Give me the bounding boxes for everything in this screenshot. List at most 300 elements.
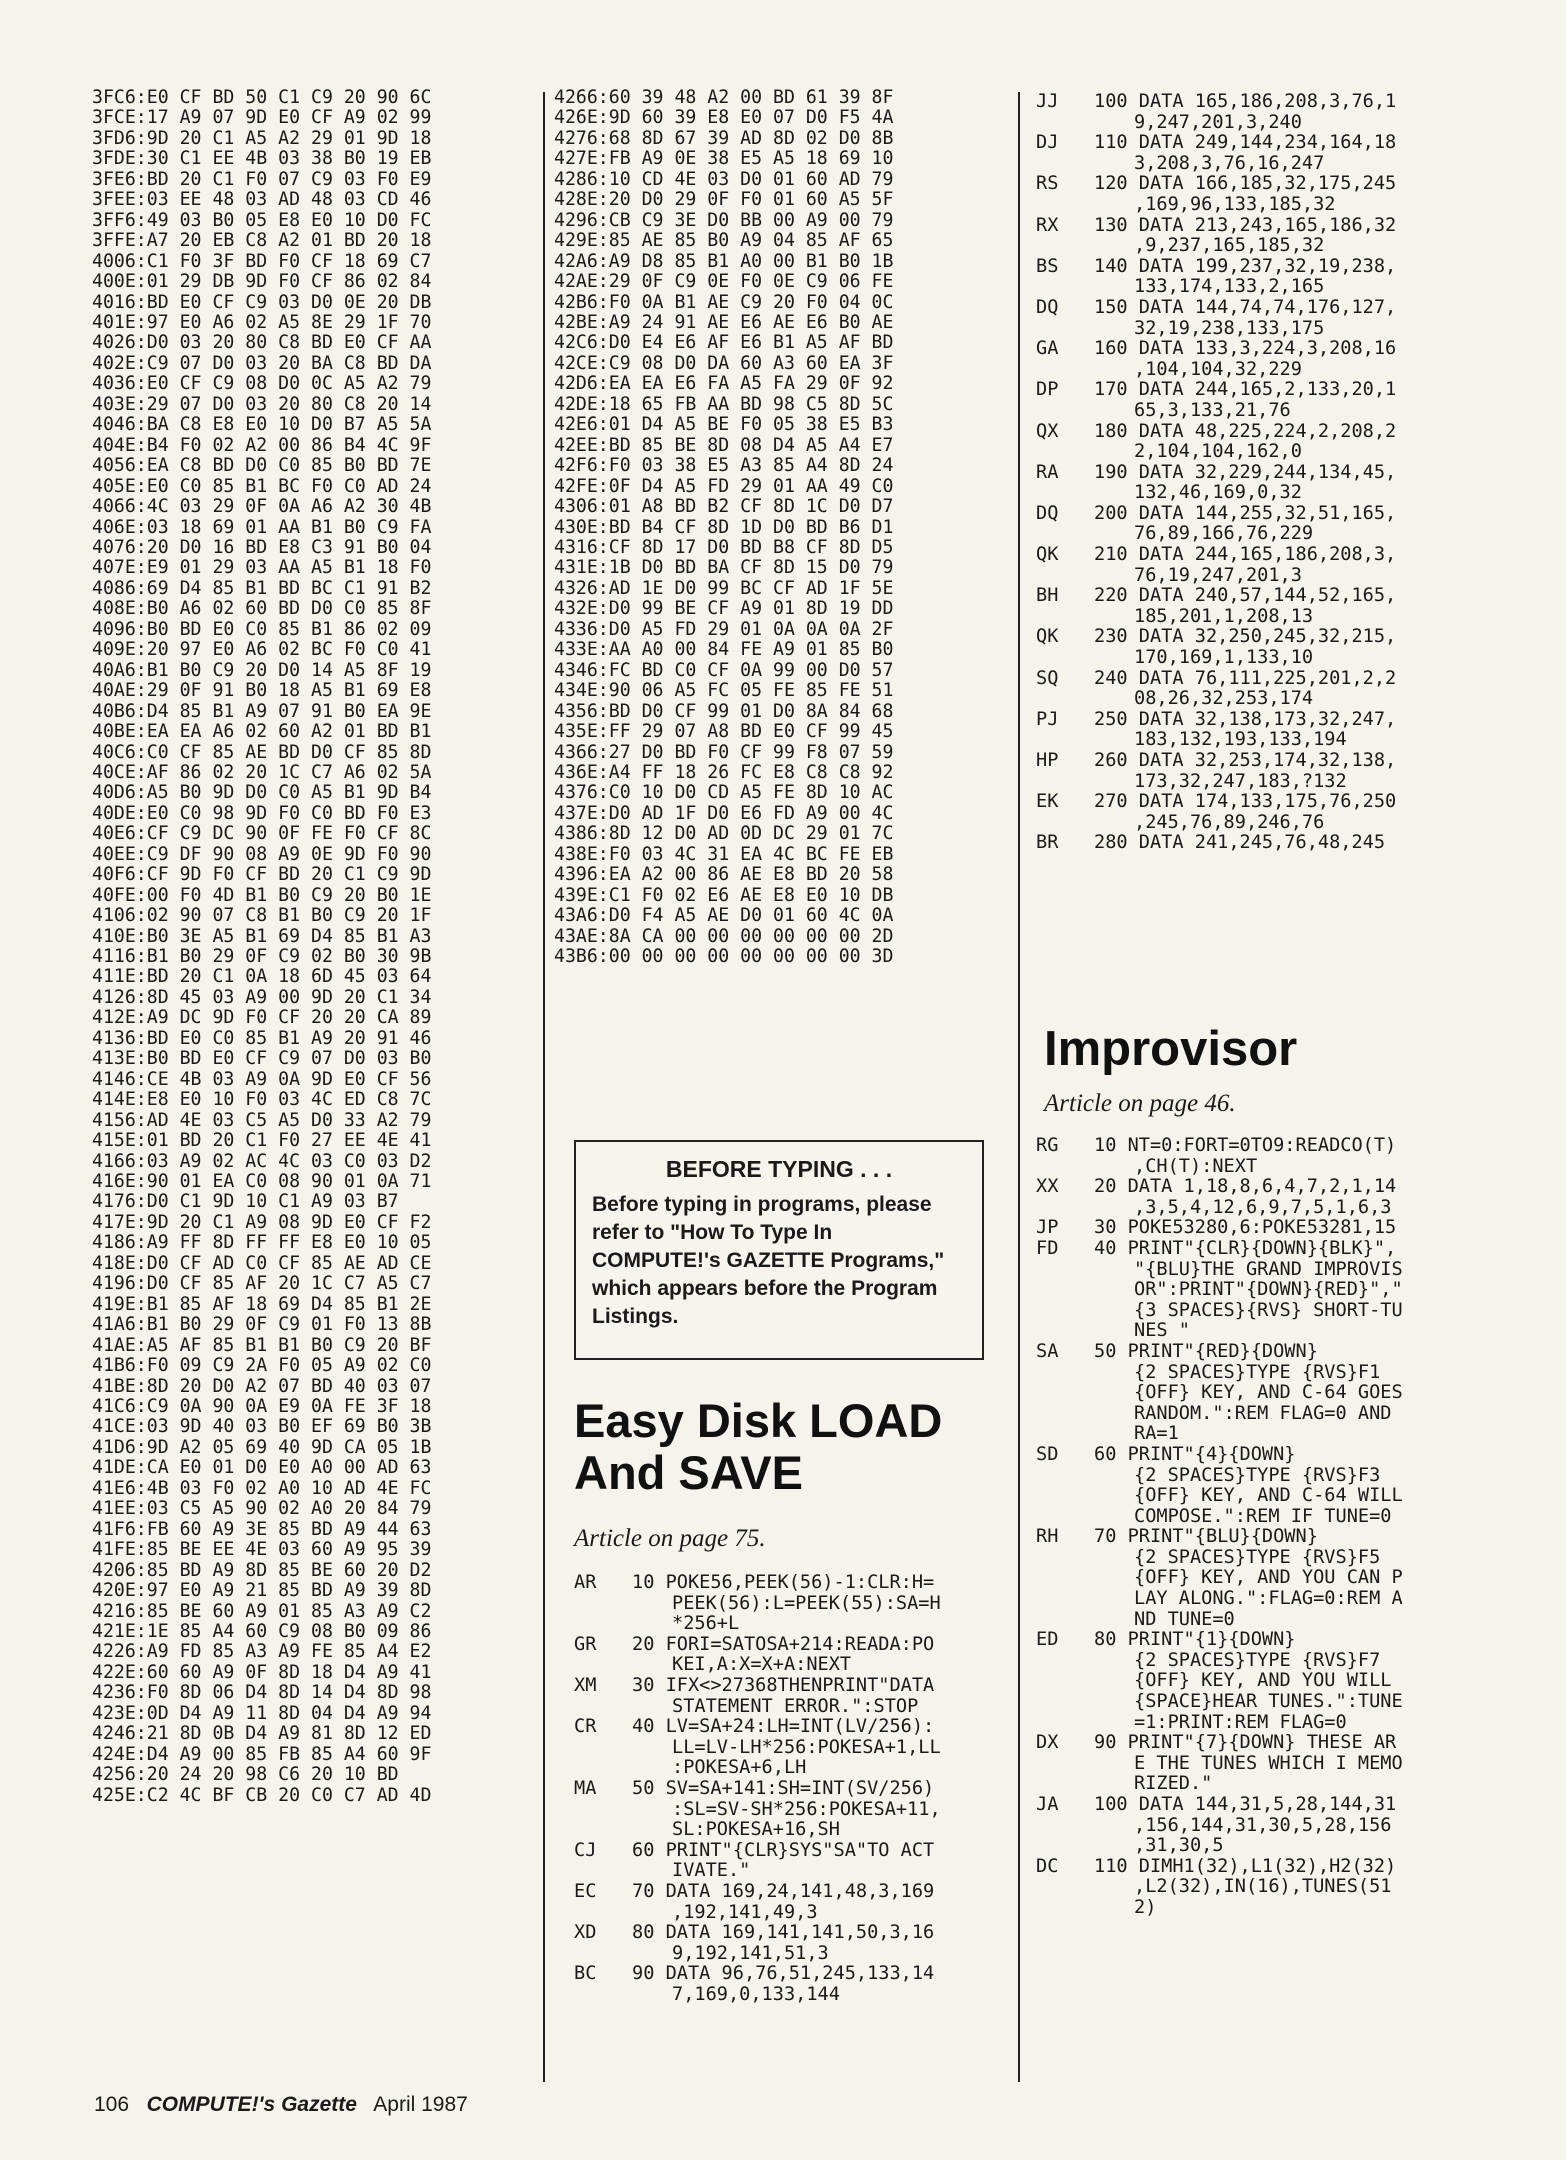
- hex-line: 401E:97 E0 A6 02 A5 8E 29 1F 70: [92, 311, 432, 333]
- code-continuation: NES ": [1134, 1320, 1190, 1342]
- hex-line: 42EE:BD 85 BE 8D 08 D4 A5 A4 E7: [554, 434, 894, 456]
- hex-line: 42CE:C9 08 D0 DA 60 A3 60 EA 3F: [554, 352, 894, 374]
- program-line: [1036, 1136, 1504, 1177]
- hex-line: 41A6:B1 B0 29 0F C9 01 F0 13 8B: [92, 1314, 432, 1336]
- code-first-line: 10 NT=0:FORT=0TO9:READCO(T): [1094, 1135, 1397, 1156]
- code-continuation: 132,46,169,0,32: [1134, 482, 1302, 504]
- code-continuation: "{BLU}THE GRAND IMPROVIS: [1134, 1258, 1403, 1280]
- code-first-line: 150 DATA 144,74,74,176,127,: [1094, 296, 1397, 318]
- code-continuation: {OFF} KEY, AND YOU WILL: [1134, 1670, 1392, 1692]
- code-continuation: ,104,104,32,229: [1134, 358, 1302, 380]
- hex-line: 42E6:01 D4 A5 BE F0 05 38 E5 B3: [554, 414, 894, 436]
- code-first-line: 270 DATA 174,133,175,76,250: [1094, 791, 1397, 813]
- code-continuation: IVATE.": [672, 1860, 751, 1882]
- hex-line: 428E:20 D0 29 0F F0 01 60 A5 5F: [554, 189, 894, 211]
- hex-line: 41D6:9D A2 05 69 40 9D CA 05 1B: [92, 1436, 432, 1458]
- code-text: [632, 1573, 1004, 1635]
- code-first-line: 40 PRINT"{CLR}{DOWN}{BLK}",: [1094, 1237, 1397, 1259]
- hex-line: 41E6:4B 03 F0 02 A0 10 AD 4E FC: [92, 1477, 432, 1499]
- checksum: HP: [1036, 750, 1059, 771]
- code-text: [1094, 1177, 1504, 1218]
- hex-line: 4136:BD E0 C0 85 B1 A9 20 91 46: [92, 1027, 432, 1049]
- code-continuation: PEEK(56):L=PEEK(55):SA=H: [672, 1592, 941, 1614]
- hex-line: 42BE:A9 24 91 AE E6 AE E6 B0 AE: [554, 311, 894, 333]
- code-continuation: LAY ALONG.":FLAG=0:REM A: [1134, 1588, 1403, 1610]
- hex-line: 42C6:D0 E4 E6 AF E6 B1 A5 AF BD: [554, 332, 894, 354]
- program-line: [1036, 216, 1506, 257]
- code-first-line: 70 DATA 169,24,141,48,3,169: [632, 1880, 935, 1902]
- hex-line: 439E:C1 F0 02 E6 AE E8 E0 10 DB: [554, 884, 894, 906]
- code-first-line: 70 PRINT"{BLU}{DOWN}: [1094, 1526, 1318, 1548]
- program-line: [1036, 792, 1506, 833]
- code-continuation: {3 SPACES}{RVS} SHORT-TU: [1134, 1299, 1403, 1321]
- code-first-line: 180 DATA 48,225,224,2,208,2: [1094, 420, 1397, 442]
- hex-line: 3FFE:A7 20 EB C8 A2 01 BD 20 18: [92, 230, 432, 252]
- hex-line: 43AE:8A CA 00 00 00 00 00 00 2D: [554, 925, 894, 947]
- code-text: [632, 1635, 1004, 1676]
- hex-line: 4196:D0 CF 85 AF 20 1C C7 A5 C7: [92, 1273, 432, 1295]
- code-continuation: 2): [1134, 1896, 1157, 1918]
- hex-line: 4006:C1 F0 3F BD F0 CF 18 69 C7: [92, 250, 432, 272]
- code-first-line: 250 DATA 32,138,173,32,247,: [1094, 708, 1397, 730]
- easy-disk-title-line-1: Easy Disk LOAD: [574, 1394, 943, 1447]
- code-text: [1094, 216, 1506, 257]
- code-continuation: RA=1: [1134, 1423, 1179, 1445]
- hex-line: 403E:29 07 D0 03 20 80 C8 20 14: [92, 393, 432, 415]
- program-line: [1036, 463, 1506, 504]
- hex-line: 4156:AD 4E 03 C5 A5 D0 33 A2 79: [92, 1109, 432, 1131]
- hex-line: 4096:B0 BD E0 C0 85 B1 86 02 09: [92, 618, 432, 640]
- hex-line: 42FE:0F D4 A5 FD 29 01 AA 49 C0: [554, 475, 894, 497]
- code-continuation: 185,201,1,208,13: [1134, 605, 1314, 627]
- easy-disk-title: [574, 1395, 1004, 1499]
- hex-line: 413E:B0 BD E0 CF C9 07 D0 03 B0: [92, 1048, 432, 1070]
- code-first-line: 170 DATA 244,165,2,133,20,1: [1094, 379, 1397, 401]
- code-continuation: RIZED.": [1134, 1773, 1213, 1795]
- program-line: [1036, 1218, 1504, 1239]
- program-line: [1036, 1527, 1504, 1630]
- program-line: [1036, 339, 1506, 380]
- code-first-line: 10 POKE56,PEEK(56)-1:CLR:H=: [632, 1572, 935, 1593]
- checksum: SA: [1036, 1340, 1059, 1362]
- column-divider-2: [1018, 92, 1020, 2082]
- checksum: DX: [1036, 1732, 1059, 1754]
- checksum: CJ: [574, 1839, 597, 1861]
- code-continuation: 9,192,141,51,3: [672, 1942, 829, 1964]
- hex-line: 4036:E0 CF C9 08 D0 0C A5 A2 79: [92, 373, 432, 395]
- hex-line: 4186:A9 FF 8D FF FF E8 E0 10 05: [92, 1232, 432, 1254]
- hex-line: 41BE:8D 20 D0 A2 07 BD 40 03 07: [92, 1375, 432, 1397]
- code-first-line: 240 DATA 76,111,225,201,2,2: [1094, 667, 1397, 689]
- program-line: [1036, 504, 1506, 545]
- code-first-line: 20 DATA 1,18,8,6,4,7,2,1,14: [1094, 1176, 1397, 1198]
- code-continuation: COMPOSE.":REM IF TUNE=0: [1134, 1505, 1392, 1527]
- checksum: PJ: [1036, 708, 1059, 730]
- code-text: [1094, 422, 1506, 463]
- program-line: [1036, 298, 1506, 339]
- improvisor-article-ref: Article on page 46.: [1044, 1090, 1236, 1117]
- hex-line: 423E:0D D4 A9 11 8D 04 D4 A9 94: [92, 1702, 432, 1724]
- code-text: [1094, 586, 1506, 627]
- program-line: [574, 1882, 1004, 1923]
- hex-line: 427E:FB A9 0E 38 E5 A5 18 69 10: [554, 148, 894, 170]
- hex-line: 400E:01 29 DB 9D F0 CF 86 02 84: [92, 271, 432, 293]
- easy-disk-section: [574, 1395, 1004, 2005]
- code-first-line: 100 DATA 165,186,208,3,76,1: [1094, 91, 1397, 112]
- hex-line: 4206:85 BD A9 8D 85 BE 60 20 D2: [92, 1559, 432, 1581]
- program-line: [574, 1779, 1004, 1841]
- hex-line: 42DE:18 65 FB AA BD 98 C5 8D 5C: [554, 393, 894, 415]
- code-text: [1094, 1630, 1504, 1733]
- program-line: [574, 1635, 1004, 1676]
- hex-line: 426E:9D 60 39 E8 E0 07 D0 F5 4A: [554, 107, 894, 129]
- checksum: XD: [574, 1922, 597, 1944]
- hex-listing-column-1: [92, 88, 534, 1806]
- hex-line: 4276:68 8D 67 39 AD 8D 02 D0 8B: [554, 127, 894, 149]
- hex-line: 414E:E8 E0 10 F0 03 4C ED C8 7C: [92, 1089, 432, 1111]
- hex-line: 4116:B1 B0 29 0F C9 02 B0 30 9B: [92, 946, 432, 968]
- hex-line: 4016:BD E0 CF C9 03 D0 0E 20 DB: [92, 291, 432, 313]
- code-first-line: 280 DATA 241,245,76,48,245: [1094, 832, 1386, 854]
- hex-line: 40EE:C9 DF 90 08 A9 0E 9D F0 90: [92, 843, 432, 865]
- code-continuation: *256+L: [672, 1613, 740, 1635]
- code-first-line: 60 PRINT"{CLR}SYS"SA"TO ACT: [632, 1839, 935, 1861]
- code-text: [1094, 92, 1506, 133]
- code-continuation: {OFF} KEY, AND C-64 WILL: [1134, 1485, 1403, 1507]
- checksum: MA: [574, 1777, 597, 1799]
- hex-line: 3FD6:9D 20 C1 A5 A2 29 01 9D 18: [92, 127, 432, 149]
- code-first-line: 260 DATA 32,253,174,32,138,: [1094, 750, 1397, 771]
- program-line: [1036, 1342, 1504, 1445]
- program-line: [1036, 1630, 1504, 1733]
- hex-line: 411E:BD 20 C1 0A 18 6D 45 03 64: [92, 966, 432, 988]
- hex-line: 4166:03 A9 02 AC 4C 03 C0 03 D2: [92, 1150, 432, 1172]
- page-number: 106: [94, 2093, 130, 2116]
- program-line: [1036, 133, 1506, 174]
- code-continuation: ,L2(32),IN(16),TUNES(51: [1134, 1876, 1392, 1898]
- code-continuation: 76,89,166,76,229: [1134, 523, 1314, 545]
- hex-line: 420E:97 E0 A9 21 85 BD A9 39 8D: [92, 1580, 432, 1602]
- program-line: [1036, 92, 1506, 133]
- before-typing-box: [574, 1140, 984, 1360]
- hex-line: 405E:E0 C0 85 B1 BC F0 C0 AD 24: [92, 475, 432, 497]
- checksum: JP: [1036, 1217, 1059, 1239]
- hex-line: 4256:20 24 20 98 C6 20 10 BD: [92, 1764, 399, 1786]
- hex-line: 4356:BD D0 CF 99 01 D0 8A 84 68: [554, 700, 894, 722]
- easy-disk-title-line-2: And SAVE: [574, 1446, 803, 1499]
- hex-line: 3FCE:17 A9 07 9D E0 CF A9 02 99: [92, 107, 432, 129]
- checksum: JJ: [1036, 91, 1059, 112]
- hex-line: 406E:03 18 69 01 AA B1 B0 C9 FA: [92, 516, 432, 538]
- code-continuation: {2 SPACES}TYPE {RVS}F1: [1134, 1361, 1381, 1383]
- code-text: [1094, 1445, 1504, 1527]
- hex-line: 4216:85 BE 60 A9 01 85 A3 A9 C2: [92, 1600, 432, 1622]
- hex-line: 41F6:FB 60 A9 3E 85 BD A9 44 63: [92, 1518, 432, 1540]
- checksum: QK: [1036, 626, 1059, 648]
- code-continuation: LL=LV-LH*256:POKESA+1,LL: [672, 1736, 941, 1758]
- hex-line: 417E:9D 20 C1 A9 08 9D E0 CF F2: [92, 1211, 432, 1233]
- hex-line: 4056:EA C8 BD D0 C0 85 B0 BD 7E: [92, 455, 432, 477]
- hex-line: 437E:D0 AD 1F D0 E6 FD A9 00 4C: [554, 802, 894, 824]
- code-continuation: OR":PRINT"{DOWN}{RED}",": [1134, 1279, 1403, 1301]
- code-text: [1094, 751, 1506, 792]
- code-text: [632, 1841, 1004, 1882]
- hex-line: 40BE:EA EA A6 02 60 A2 01 BD B1: [92, 721, 432, 743]
- hex-line: 4266:60 39 48 A2 00 BD 61 39 8F: [554, 87, 894, 108]
- easy-disk-listing: [574, 1573, 1004, 2005]
- hex-line: 42AE:29 0F C9 0E F0 0E C9 06 FE: [554, 271, 894, 293]
- checksum: GA: [1036, 338, 1059, 360]
- hex-line: 43A6:D0 F4 A5 AE D0 01 60 4C 0A: [554, 905, 894, 927]
- code-first-line: 210 DATA 244,165,186,208,3,: [1094, 544, 1397, 566]
- code-text: [1094, 545, 1506, 586]
- hex-line: 410E:B0 3E A5 B1 69 D4 85 B1 A3: [92, 925, 432, 947]
- hex-line: 4326:AD 1E D0 99 BC CF AD 1F 5E: [554, 577, 894, 599]
- code-first-line: 220 DATA 240,57,144,52,165,: [1094, 585, 1397, 607]
- hex-line: 4026:D0 03 20 80 C8 BD E0 CF AA: [92, 332, 432, 354]
- code-first-line: 190 DATA 32,229,244,134,45,: [1094, 461, 1397, 483]
- hex-line: 3FC6:E0 CF BD 50 C1 C9 20 90 6C: [92, 87, 432, 108]
- code-continuation: E THE TUNES WHICH I MEMO: [1134, 1752, 1403, 1774]
- checksum: EC: [574, 1880, 597, 1902]
- hex-line: 408E:B0 A6 02 60 BD D0 C0 85 8F: [92, 598, 432, 620]
- code-text: [1094, 1857, 1504, 1919]
- hex-line: 415E:01 BD 20 C1 F0 27 EE 4E 41: [92, 1130, 432, 1152]
- program-line: [574, 1841, 1004, 1882]
- checksum: BS: [1036, 255, 1059, 277]
- checksum: DC: [1036, 1855, 1059, 1877]
- code-text: [1094, 339, 1506, 380]
- hex-line: 4106:02 90 07 C8 B1 B0 C9 20 1F: [92, 905, 432, 927]
- code-text: [1094, 1527, 1504, 1630]
- code-text: [632, 1676, 1004, 1717]
- code-continuation: 7,169,0,133,144: [672, 1983, 840, 2005]
- code-continuation: ,156,144,31,30,5,28,156: [1134, 1814, 1392, 1836]
- improvisor-listing: [1036, 1136, 1504, 1919]
- code-first-line: 30 IFX<>27368THENPRINT"DATA: [632, 1674, 935, 1696]
- checksum: BR: [1036, 832, 1059, 854]
- program-line: [574, 1676, 1004, 1717]
- checksum: BH: [1036, 585, 1059, 607]
- issue-date: April 1987: [373, 2093, 468, 2116]
- code-text: [1094, 627, 1506, 668]
- hex-line: 434E:90 06 A5 FC 05 FE 85 FE 51: [554, 680, 894, 702]
- code-first-line: 110 DATA 249,144,234,164,18: [1094, 132, 1397, 154]
- hex-line: 4226:A9 FD 85 A3 A9 FE 85 A4 E2: [92, 1641, 432, 1663]
- hex-listing-column-2: [554, 88, 1000, 967]
- program-line: [1036, 1857, 1504, 1919]
- code-continuation: 76,19,247,201,3: [1134, 564, 1302, 586]
- code-continuation: ,192,141,49,3: [672, 1901, 818, 1923]
- code-continuation: ,CH(T):NEXT: [1134, 1155, 1258, 1177]
- hex-line: 424E:D4 A9 00 85 FB 85 A4 60 9F: [92, 1743, 432, 1765]
- code-first-line: 60 PRINT"{4}{DOWN}: [1094, 1443, 1296, 1465]
- hex-line: 4246:21 8D 0B D4 A9 81 8D 12 ED: [92, 1723, 432, 1745]
- page-footer: [94, 2093, 468, 2117]
- hex-line: 4296:CB C9 3E D0 BB 00 A9 00 79: [554, 209, 894, 231]
- hex-line: 409E:20 97 E0 A6 02 BC F0 C0 41: [92, 639, 432, 661]
- code-first-line: 80 DATA 169,141,141,50,3,16: [632, 1922, 935, 1944]
- checksum: BC: [574, 1963, 597, 1985]
- hex-line: 4126:8D 45 03 A9 00 9D 20 C1 34: [92, 986, 432, 1008]
- code-first-line: 100 DATA 144,31,5,28,144,31: [1094, 1794, 1397, 1815]
- hex-line: 4306:01 A8 BD B2 CF 8D 1C D0 D7: [554, 496, 894, 518]
- program-line: [1036, 627, 1506, 668]
- hex-line: 4236:F0 8D 06 D4 8D 14 D4 8D 98: [92, 1682, 432, 1704]
- program-line: [1036, 586, 1506, 627]
- checksum: DQ: [1036, 502, 1059, 524]
- code-text: [1094, 174, 1506, 215]
- program-line: [1036, 1239, 1504, 1342]
- code-continuation: :SL=SV-SH*256:POKESA+11,: [672, 1798, 941, 1820]
- code-text: [1094, 710, 1506, 751]
- code-first-line: 90 PRINT"{7}{DOWN} THESE AR: [1094, 1732, 1397, 1754]
- code-first-line: 30 POKE53280,6:POKE53281,15: [1094, 1217, 1397, 1239]
- hex-line: 431E:1B D0 BD BA CF 8D 15 D0 79: [554, 557, 894, 579]
- hex-line: 41EE:03 C5 A5 90 02 A0 20 84 79: [92, 1498, 432, 1520]
- hex-line: 40E6:CF C9 DC 90 0F FE F0 CF 8C: [92, 823, 432, 845]
- code-continuation: {SPACE}HEAR TUNES.":TUNE: [1134, 1691, 1403, 1713]
- hex-line: 41CE:03 9D 40 03 B0 EF 69 B0 3B: [92, 1416, 432, 1438]
- hex-line: 4316:CF 8D 17 D0 BD B8 CF 8D D5: [554, 536, 894, 558]
- hex-line: 419E:B1 85 AF 18 69 D4 85 B1 2E: [92, 1293, 432, 1315]
- code-text: [1094, 380, 1506, 421]
- program-line: [1036, 1795, 1504, 1857]
- code-continuation: RANDOM.":REM FLAG=0 AND: [1134, 1402, 1392, 1424]
- code-continuation: SL:POKESA+16,SH: [672, 1819, 840, 1841]
- code-text: [1094, 1342, 1504, 1445]
- hex-line: 4366:27 D0 BD F0 CF 99 F8 07 59: [554, 741, 894, 763]
- code-text: [1094, 463, 1506, 504]
- code-continuation: ,3,5,4,12,6,9,7,5,1,6,3: [1134, 1196, 1392, 1218]
- checksum: AR: [574, 1572, 597, 1593]
- hex-line: 4336:D0 A5 FD 29 01 0A 0A 0A 2F: [554, 618, 894, 640]
- code-continuation: 65,3,133,21,76: [1134, 399, 1291, 421]
- code-first-line: 80 PRINT"{1}{DOWN}: [1094, 1629, 1296, 1651]
- before-typing-body: Before typing in programs, please refer to "How To Type In COMPUTE!'s GAZETTE Programs," which appears before the Program Listings.: [592, 1193, 945, 1328]
- hex-line: 4386:8D 12 D0 AD 0D DC 29 01 7C: [554, 823, 894, 845]
- hex-line: 421E:1E 85 A4 60 C9 08 B0 09 86: [92, 1620, 432, 1642]
- previous-listing: [1036, 92, 1506, 854]
- program-line: [1036, 669, 1506, 710]
- checksum: RX: [1036, 214, 1059, 236]
- hex-line: 4286:10 CD 4E 03 D0 01 60 AD 79: [554, 168, 894, 190]
- hex-line: 42B6:F0 0A B1 AE C9 20 F0 04 0C: [554, 291, 894, 313]
- code-text: [1094, 133, 1506, 174]
- hex-line: 3FF6:49 03 B0 05 E8 E0 10 D0 FC: [92, 209, 432, 231]
- program-line: [574, 1573, 1004, 1635]
- hex-line: 40DE:E0 C0 98 9D F0 C0 BD F0 E3: [92, 802, 432, 824]
- hex-line: 404E:B4 F0 02 A2 00 86 B4 4C 9F: [92, 434, 432, 456]
- code-first-line: 110 DIMH1(32),L1(32),H2(32): [1094, 1855, 1397, 1877]
- checksum: DP: [1036, 379, 1059, 401]
- checksum: CR: [574, 1716, 597, 1738]
- hex-line: 42F6:F0 03 38 E5 A3 85 A4 8D 24: [554, 455, 894, 477]
- hex-line: 3FDE:30 C1 EE 4B 03 38 B0 19 EB: [92, 148, 432, 170]
- program-line: [1036, 751, 1506, 792]
- program-line: [574, 1964, 1004, 2005]
- program-line: [1036, 1177, 1504, 1218]
- hex-line: 40FE:00 F0 4D B1 B0 C9 20 B0 1E: [92, 884, 432, 906]
- code-continuation: 32,19,238,133,175: [1134, 317, 1325, 339]
- improvisor-title: Improvisor: [1044, 1022, 1298, 1076]
- code-continuation: ,245,76,89,246,76: [1134, 811, 1325, 833]
- program-line: [1036, 1733, 1504, 1795]
- hex-line: 412E:A9 DC 9D F0 CF 20 20 CA 89: [92, 1007, 432, 1029]
- code-first-line: 230 DATA 32,250,245,32,215,: [1094, 626, 1397, 648]
- hex-line: 407E:E9 01 29 03 AA A5 B1 18 F0: [92, 557, 432, 579]
- hex-line: 3FEE:03 EE 48 03 AD 48 03 CD 46: [92, 189, 432, 211]
- hex-line: 429E:85 AE 85 B0 A9 04 85 AF 65: [554, 230, 894, 252]
- code-continuation: 173,32,247,183,?132: [1134, 770, 1347, 792]
- code-text: [1094, 298, 1506, 339]
- checksum: SQ: [1036, 667, 1059, 689]
- magazine-name: COMPUTE!'s Gazette: [146, 2093, 357, 2116]
- code-first-line: 40 LV=SA+24:LH=INT(LV/256):: [632, 1716, 935, 1738]
- code-continuation: 183,132,193,133,194: [1134, 729, 1347, 751]
- hex-line: 40CE:AF 86 02 20 1C C7 A6 02 5A: [92, 761, 432, 783]
- checksum: DJ: [1036, 132, 1059, 154]
- checksum: ED: [1036, 1629, 1059, 1651]
- checksum: SD: [1036, 1443, 1059, 1465]
- checksum: JA: [1036, 1794, 1059, 1815]
- hex-line: 40B6:D4 85 B1 A9 07 91 B0 EA 9E: [92, 700, 432, 722]
- easy-disk-article-ref: Article on page 75.: [574, 1525, 766, 1552]
- hex-line: 425E:C2 4C BF CB 20 C0 C7 AD 4D: [92, 1784, 432, 1806]
- hex-line: 40C6:C0 CF 85 AE BD D0 CF 85 8D: [92, 741, 432, 763]
- hex-line: 430E:BD B4 CF 8D 1D D0 BD B6 D1: [554, 516, 894, 538]
- code-continuation: {OFF} KEY, AND C-64 GOES: [1134, 1382, 1403, 1404]
- checksum: XX: [1036, 1176, 1059, 1198]
- hex-line: 422E:60 60 A9 0F 8D 18 D4 A9 41: [92, 1661, 432, 1683]
- hex-line: 3FE6:BD 20 C1 F0 07 C9 03 F0 E9: [92, 168, 432, 190]
- hex-line: 435E:FF 29 07 A8 BD E0 CF 99 45: [554, 721, 894, 743]
- code-continuation: 08,26,32,253,174: [1134, 688, 1314, 710]
- checksum: XM: [574, 1674, 597, 1696]
- code-text: [1094, 669, 1506, 710]
- program-line: [1036, 1445, 1504, 1527]
- hex-line: 41DE:CA E0 01 D0 E0 A0 00 AD 63: [92, 1457, 432, 1479]
- code-continuation: ,31,30,5: [1134, 1835, 1224, 1857]
- hex-line: 41B6:F0 09 C9 2A F0 05 A9 02 C0: [92, 1355, 432, 1377]
- hex-line: 40A6:B1 B0 C9 20 D0 14 A5 8F 19: [92, 659, 432, 681]
- code-text: [632, 1882, 1004, 1923]
- code-continuation: KEI,A:X=X+A:NEXT: [672, 1654, 852, 1676]
- hex-line: 418E:D0 CF AD C0 CF 85 AE AD CE: [92, 1252, 432, 1274]
- code-first-line: 130 DATA 213,243,165,186,32: [1094, 214, 1397, 236]
- code-text: [632, 1964, 1004, 2005]
- hex-line: 42D6:EA EA E6 FA A5 FA 29 0F 92: [554, 373, 894, 395]
- hex-line: 4146:CE 4B 03 A9 0A 9D E0 CF 56: [92, 1068, 432, 1090]
- code-text: [1094, 257, 1506, 298]
- code-continuation: =1:PRINT:REM FLAG=0: [1134, 1711, 1347, 1733]
- hex-line: 4046:BA C8 E8 E0 10 D0 B7 A5 5A: [92, 414, 432, 436]
- code-continuation: :POKESA+6,LH: [672, 1757, 807, 1779]
- code-text: [1094, 1218, 1504, 1239]
- hex-line: 436E:A4 FF 18 26 FC E8 C8 C8 92: [554, 761, 894, 783]
- code-first-line: 50 PRINT"{RED}{DOWN}: [1094, 1340, 1318, 1362]
- hex-line: 40D6:A5 B0 9D D0 C0 A5 B1 9D B4: [92, 782, 432, 804]
- hex-line: 40AE:29 0F 91 B0 18 A5 B1 69 E8: [92, 680, 432, 702]
- checksum: RS: [1036, 173, 1059, 195]
- code-continuation: 3,208,3,76,16,247: [1134, 152, 1325, 174]
- program-line: [1036, 545, 1506, 586]
- program-line: [574, 1923, 1004, 1964]
- improvisor-section: [1036, 1020, 1504, 1919]
- code-text: [1094, 504, 1506, 545]
- code-text: [632, 1923, 1004, 1964]
- hex-line: 433E:AA A0 00 84 FE A9 01 85 B0: [554, 639, 894, 661]
